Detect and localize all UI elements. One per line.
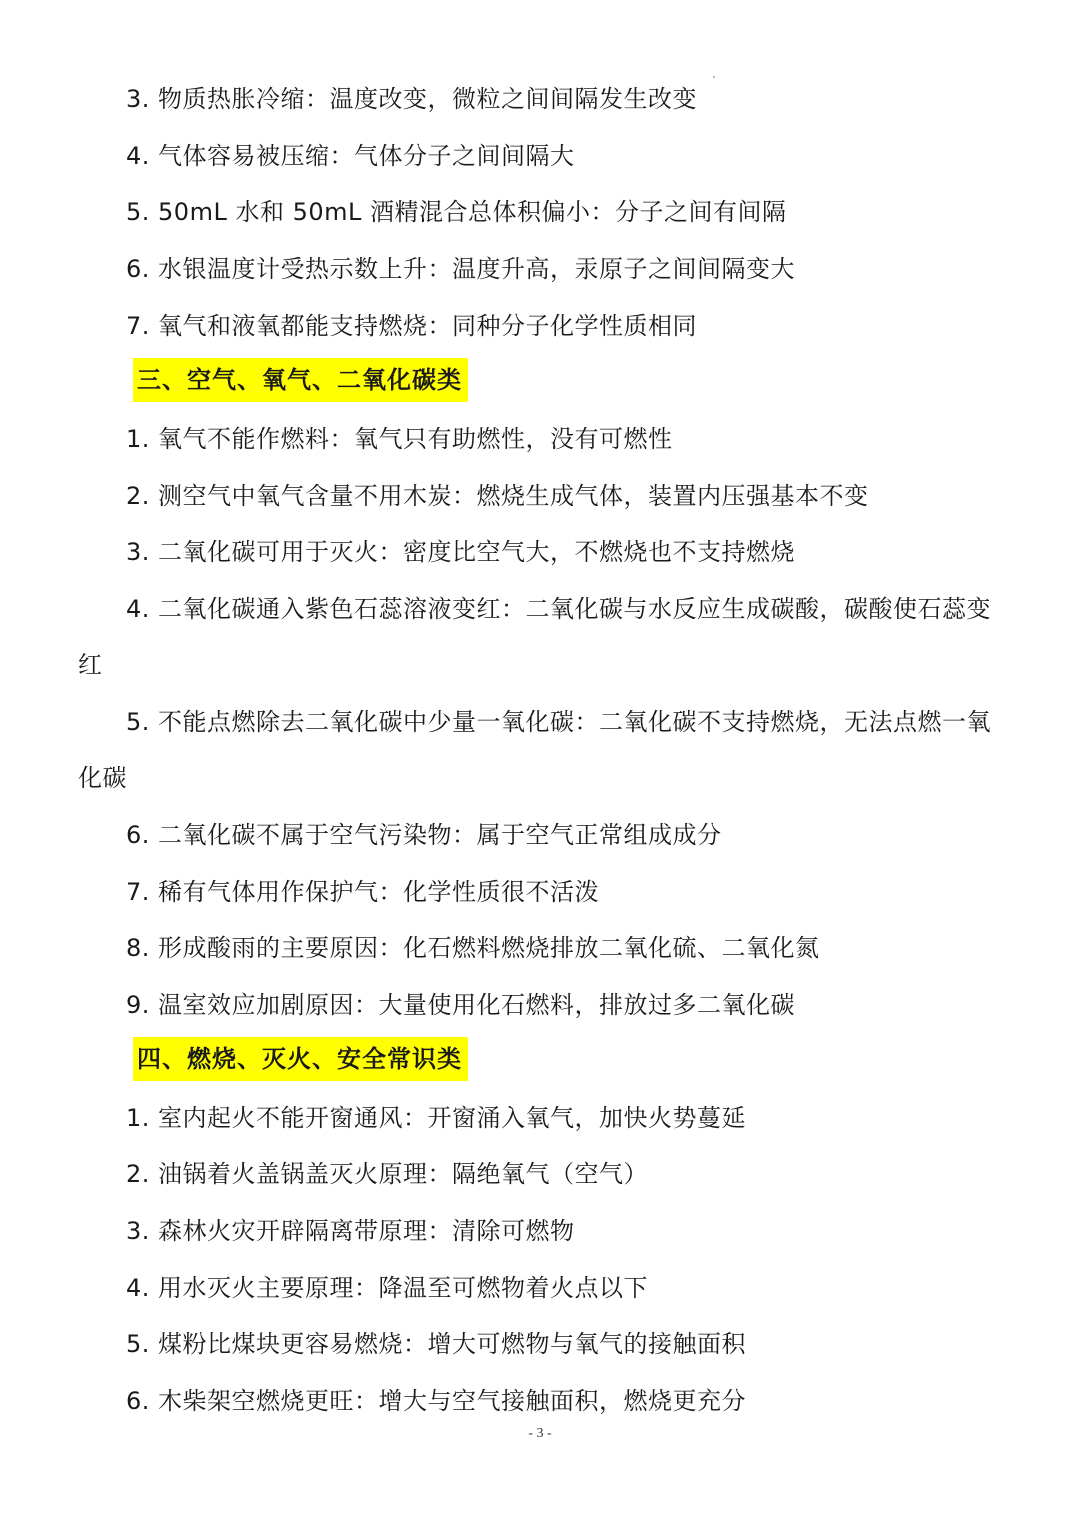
scan-speck [713, 76, 715, 78]
list-item: 6. 水银温度计受热示数上升：温度升高，汞原子之间间隔变大 [126, 255, 796, 283]
list-item: 6. 木柴架空燃烧更旺：增大与空气接触面积，燃烧更充分 [126, 1387, 747, 1415]
list-item: 1. 氧气不能作燃料：氧气只有助燃性，没有可燃性 [126, 425, 673, 453]
list-item: 4. 二氧化碳通入紫色石蕊溶液变红：二氧化碳与水反应生成碳酸，碳酸使石蕊变 [126, 595, 992, 623]
list-item: 3. 森林火灾开辟隔离带原理：清除可燃物 [126, 1217, 575, 1245]
section-heading-air-oxygen-co2: 三、空气、氧气、二氧化碳类 [133, 358, 468, 402]
list-item: 2. 油锅着火盖锅盖灭火原理：隔绝氧气（空气） [126, 1160, 649, 1188]
list-item: 9. 温室效应加剧原因：大量使用化石燃料，排放过多二氧化碳 [126, 991, 796, 1019]
list-item: 8. 形成酸雨的主要原因：化石燃料燃烧排放二氧化硫、二氧化氮 [126, 934, 820, 962]
page-number: - 3 - [528, 1426, 552, 1441]
list-item: 2. 测空气中氧气含量不用木炭：燃烧生成气体，装置内压强基本不变 [126, 482, 869, 510]
list-item: 5. 50mL 水和 50mL 酒精混合总体积偏小：分子之间有间隔 [126, 198, 787, 226]
list-item: 3. 物质热胀冷缩：温度改变，微粒之间间隔发生改变 [126, 85, 698, 113]
list-item-continuation: 红 [78, 651, 103, 679]
list-item: 1. 室内起火不能开窗通风：开窗涌入氧气，加快火势蔓延 [126, 1104, 747, 1132]
section-heading-combustion-safety: 四、燃烧、灭火、安全常识类 [133, 1037, 468, 1081]
list-item: 4. 气体容易被压缩：气体分子之间间隔大 [126, 142, 575, 170]
list-item: 5. 不能点燃除去二氧化碳中少量一氧化碳：二氧化碳不支持燃烧，无法点燃一氧 [126, 708, 992, 736]
list-item-continuation: 化碳 [78, 764, 127, 792]
list-item: 6. 二氧化碳不属于空气污染物：属于空气正常组成成分 [126, 821, 722, 849]
list-item: 4. 用水灭火主要原理：降温至可燃物着火点以下 [126, 1274, 649, 1302]
list-item: 7. 氧气和液氧都能支持燃烧：同种分子化学性质相同 [126, 312, 698, 340]
list-item: 7. 稀有气体用作保护气：化学性质很不活泼 [126, 878, 600, 906]
list-item: 5. 煤粉比煤块更容易燃烧：增大可燃物与氧气的接触面积 [126, 1330, 747, 1358]
list-item: 3. 二氧化碳可用于灭火：密度比空气大，不燃烧也不支持燃烧 [126, 538, 796, 566]
